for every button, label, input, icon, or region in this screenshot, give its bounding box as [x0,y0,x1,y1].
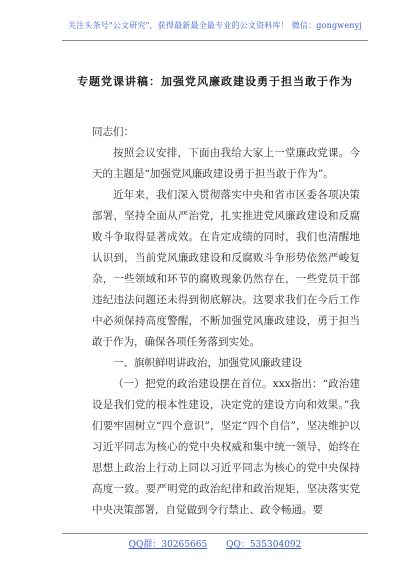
greeting: 同志们： [92,126,134,138]
header-banner: 关注头条号"公文研究"，获得最新最全最专业的公文资料库！ 微信：gongwenyj [67,21,363,30]
footer-qq-group: QQ群：30265665 [128,540,208,550]
footer [62,537,368,550]
section-heading: 一、旗帜鲜明讲政治，加强党风廉政建设 [113,357,302,369]
header-divider [62,40,368,41]
paragraph-background: 近年来，我们深入贯彻落实中央和省市区委各项决策部署，坚持全面从严治党，扎实推进党风廉政建设和反腐败斗争取得显著成效。在肯定成绩的同时，我们也清醒地认识到，当前党风廉政建设和反腐败斗争形势依然严峻复杂，一些领域和环节的腐败现象仍然存在，一些党员干部违纪违法问题还未得到彻底解决。这要求我们在今后工作中必须保持高度警醒，不断加强党风廉政建设，勇于担当敢于作为，确保各项任务落到实处。 [92,189,360,348]
footer-qq: QQ：535304092 [226,540,302,550]
document-body [92,122,360,521]
document-title: 专题党课讲稿：加强党风廉政建设勇于担当敢于作为 [77,75,353,88]
paragraph-intro: 按照会议安排，下面由我给大家上一堂廉政党课。今天的主题是“加强党风廉政建设勇于担当敢于作为”。 [92,147,360,180]
footer-divider [62,533,368,534]
paragraph-political-construction: （一）把党的政治建设摆在首位。xxx指出：“政治建设是我们党的根本性建设，决定党的建设方向和效果。”我们要牢固树立“四个意识”，坚定“四个自信”，坚决维护以习近平同志为核心的党中央权威和集中统一领导，始终在思想上政治上行动上同以习近平同志为核心的党中央保持高度一致。要严明党的政治纪律和政治规矩，坚决落实党中央决策部署，自觉做到令行禁止、政令畅通。要 [92,378,360,516]
